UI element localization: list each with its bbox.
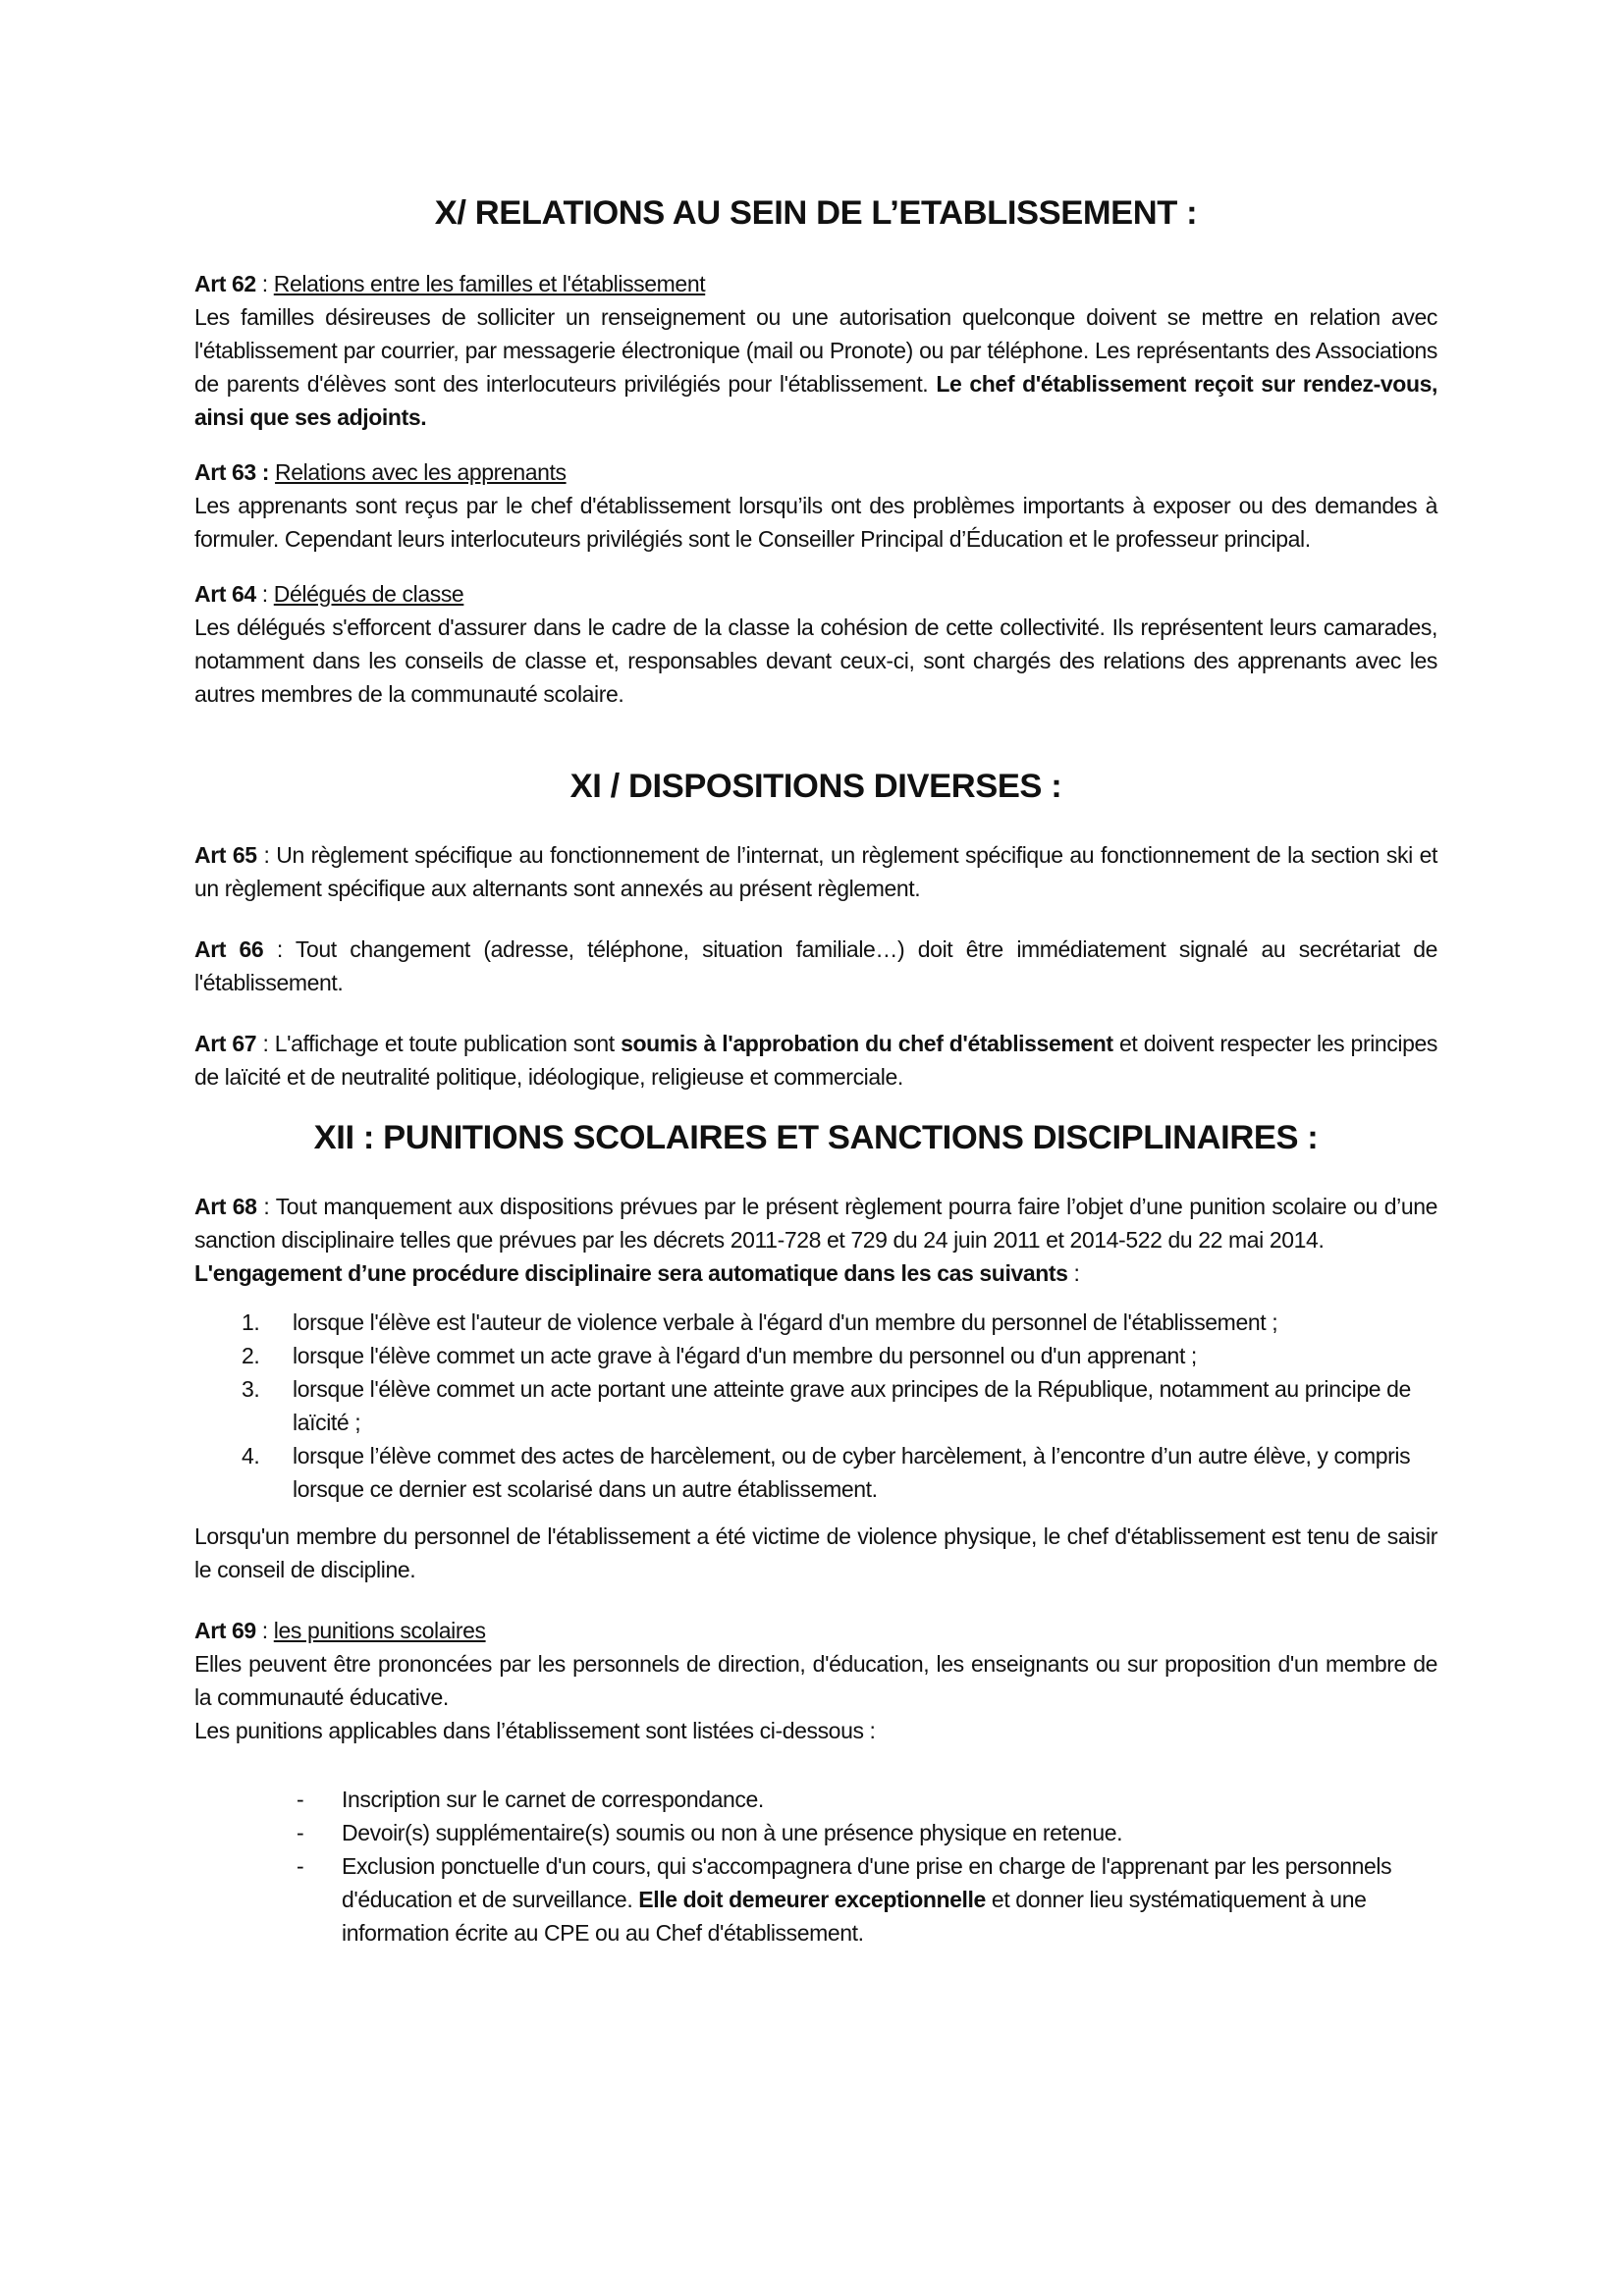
art-68-intro — [194, 1256, 1437, 1290]
list-item — [194, 1816, 1437, 1849]
art-67-bold-text: soumis à l'approbation du chef d'établissement — [621, 1031, 1113, 1056]
art-66-label: Art 66 — [194, 936, 264, 962]
list-text: lorsque l'élève est l'auteur de violence verbale à l'égard d'un membre du personnel de l'établissement ; — [293, 1309, 1278, 1335]
art-62-subtitle: Relations entre les familles et l'établissement — [273, 271, 706, 296]
art-63-subtitle: Relations avec les apprenants — [275, 459, 567, 485]
section-title-x: X/ RELATIONS AU SEIN DE L’ETABLISSEMENT : — [434, 194, 1198, 232]
list-number: 4. — [242, 1443, 260, 1468]
dash-bullet: - — [297, 1787, 304, 1812]
dash-bullet: - — [297, 1820, 304, 1845]
art-64-label: Art 64 — [194, 581, 256, 607]
art-69-body: Elles peuvent être prononcées par les personnels de direction, d'éducation, les enseignants ou sur proposition d'un membre de la communauté éducative. — [194, 1651, 1437, 1710]
art-63-body: Les apprenants sont reçus par le chef d'établissement lorsqu’ils ont des problèmes importants à exposer ou des demandes à formuler. Cependant leurs interlocuteurs privilégiés sont le Conseiller Principal d’Éducation et le professeur principal. — [194, 493, 1437, 552]
list-number: 2. — [242, 1343, 260, 1368]
art-67-text-end: et doivent respecter les principes de laïcité et de neutralité politique, idéologique, religieuse et commerciale. — [194, 1031, 1437, 1090]
art-63-heading — [194, 455, 1437, 489]
art-65-label: Art 65 — [194, 842, 257, 868]
punishments-list — [194, 1783, 1437, 1949]
list-text: Devoir(s) supplémentaire(s) soumis ou non à une présence physique en retenue. — [342, 1820, 1123, 1845]
art-68-text: : Tout manquement aux dispositions prévues par le présent règlement pourra faire l’objet d’une punition scolaire ou d’une sanction disciplinaire telles que prévues par les décrets 2011-728 et 729 du 24 juin 2011 et 2014-522 du 22 mai 2014. — [194, 1194, 1437, 1253]
list-text: Inscription sur le carnet de correspondance. — [342, 1787, 764, 1812]
art-68-closing: Lorsqu'un membre du personnel de l'établissement a été victime de violence physique, le chef d'établissement est tenu de saisir le conseil de discipline. — [194, 1523, 1437, 1582]
art-63-label: Art 63 : — [194, 459, 270, 485]
art-67-text: : L'affichage et toute publication sont — [256, 1031, 622, 1056]
list-item — [194, 1372, 1437, 1439]
art-62-body — [194, 300, 1437, 434]
list-text: lorsque l'élève commet un acte grave à l'égard d'un membre du personnel ou d'un apprenant ; — [293, 1343, 1197, 1368]
art-69-list-intro: Les punitions applicables dans l’établissement sont listées ci-dessous : — [194, 1718, 876, 1743]
art-64-subtitle: Délégués de classe — [273, 581, 464, 607]
list-text-end: et donner lieu systématiquement à une information écrite au CPE ou au Chef d'établissement. — [342, 1887, 1367, 1946]
art-68-label: Art 68 — [194, 1194, 257, 1219]
separator: : — [255, 271, 274, 296]
dash-bullet: - — [297, 1853, 304, 1879]
section-title-xii: XII : PUNITIONS SCOLAIRES ET SANCTIONS DISCIPLINAIRES : — [313, 1119, 1319, 1156]
list-bold-text: Elle doit demeurer exceptionnelle — [638, 1887, 986, 1912]
list-number: 1. — [242, 1309, 260, 1335]
list-text: lorsque l'élève commet un acte portant une atteinte grave aux principes de la République, notamment au principe de laïcité ; — [293, 1376, 1411, 1435]
art-66-text: : Tout changement (adresse, téléphone, situation familiale…) doit être immédiatement signalé au secrétariat de l'établissement. — [194, 936, 1437, 995]
art-65 — [194, 838, 1437, 905]
separator: : — [255, 1618, 274, 1643]
art-69-label: Art 69 — [194, 1618, 256, 1643]
list-text: lorsque l’élève commet des actes de harcèlement, ou de cyber harcèlement, à l’encontre d’un autre élève, y compris lorsque ce dernier est scolarisé dans un autre établissement. — [293, 1443, 1411, 1502]
list-item — [194, 1783, 1437, 1816]
art-62-text: Les familles désireuses de solliciter un renseignement ou une autorisation quelconque doivent se mettre en relation avec l'établissement par courrier, par messagerie électronique (mail ou Pronote) ou par téléphone. Les représentants des Associations de parents d'élèves sont des interlocuteurs privilégiés pour l'établissement. — [194, 304, 1437, 397]
list-number: 3. — [242, 1376, 260, 1402]
art-69-subtitle: les punitions scolaires — [273, 1618, 486, 1643]
art-62-heading — [194, 267, 1437, 300]
list-item — [194, 1306, 1437, 1339]
list-item — [194, 1849, 1437, 1949]
art-62-bold-text: Le chef d'établissement reçoit sur rendez-vous, ainsi que ses adjoints. — [194, 371, 1437, 430]
art-68 — [194, 1190, 1437, 1256]
list-item — [194, 1339, 1437, 1372]
art-62-label: Art 62 — [194, 271, 256, 296]
list-item — [194, 1439, 1437, 1506]
list-text: Exclusion ponctuelle d'un cours, qui s'accompagnera d'une prise en charge de l'apprenant par les personnels d'éducation et de surveillance. — [342, 1853, 1392, 1912]
art-68-intro-tail: : — [1067, 1260, 1080, 1286]
art-69-heading — [194, 1614, 1437, 1647]
art-64-body: Les délégués s'efforcent d'assurer dans le cadre de la classe la cohésion de cette collectivité. Ils représentent leurs camarades, notamment dans les conseils de classe et, responsables devant ceux-ci, sont chargés des relations des apprenants avec les autres membres de la communauté scolaire. — [194, 614, 1437, 707]
section-title-xi: XI / DISPOSITIONS DIVERSES : — [569, 768, 1062, 805]
art-64-heading — [194, 577, 1437, 611]
art-65-text: : Un règlement spécifique au fonctionnement de l’internat, un règlement spécifique au fonctionnement de la section ski et un règlement spécifique aux alternants sont annexés au présent règlement. — [194, 842, 1437, 901]
document-page — [194, 196, 1437, 1949]
art-68-intro-bold: L'engagement d’une procédure disciplinaire sera automatique dans les cas suivants — [194, 1260, 1068, 1286]
art-67 — [194, 1027, 1437, 1094]
disciplinary-cases-list — [194, 1306, 1437, 1506]
art-66 — [194, 933, 1437, 999]
separator: : — [255, 581, 274, 607]
art-67-label: Art 67 — [194, 1031, 257, 1056]
